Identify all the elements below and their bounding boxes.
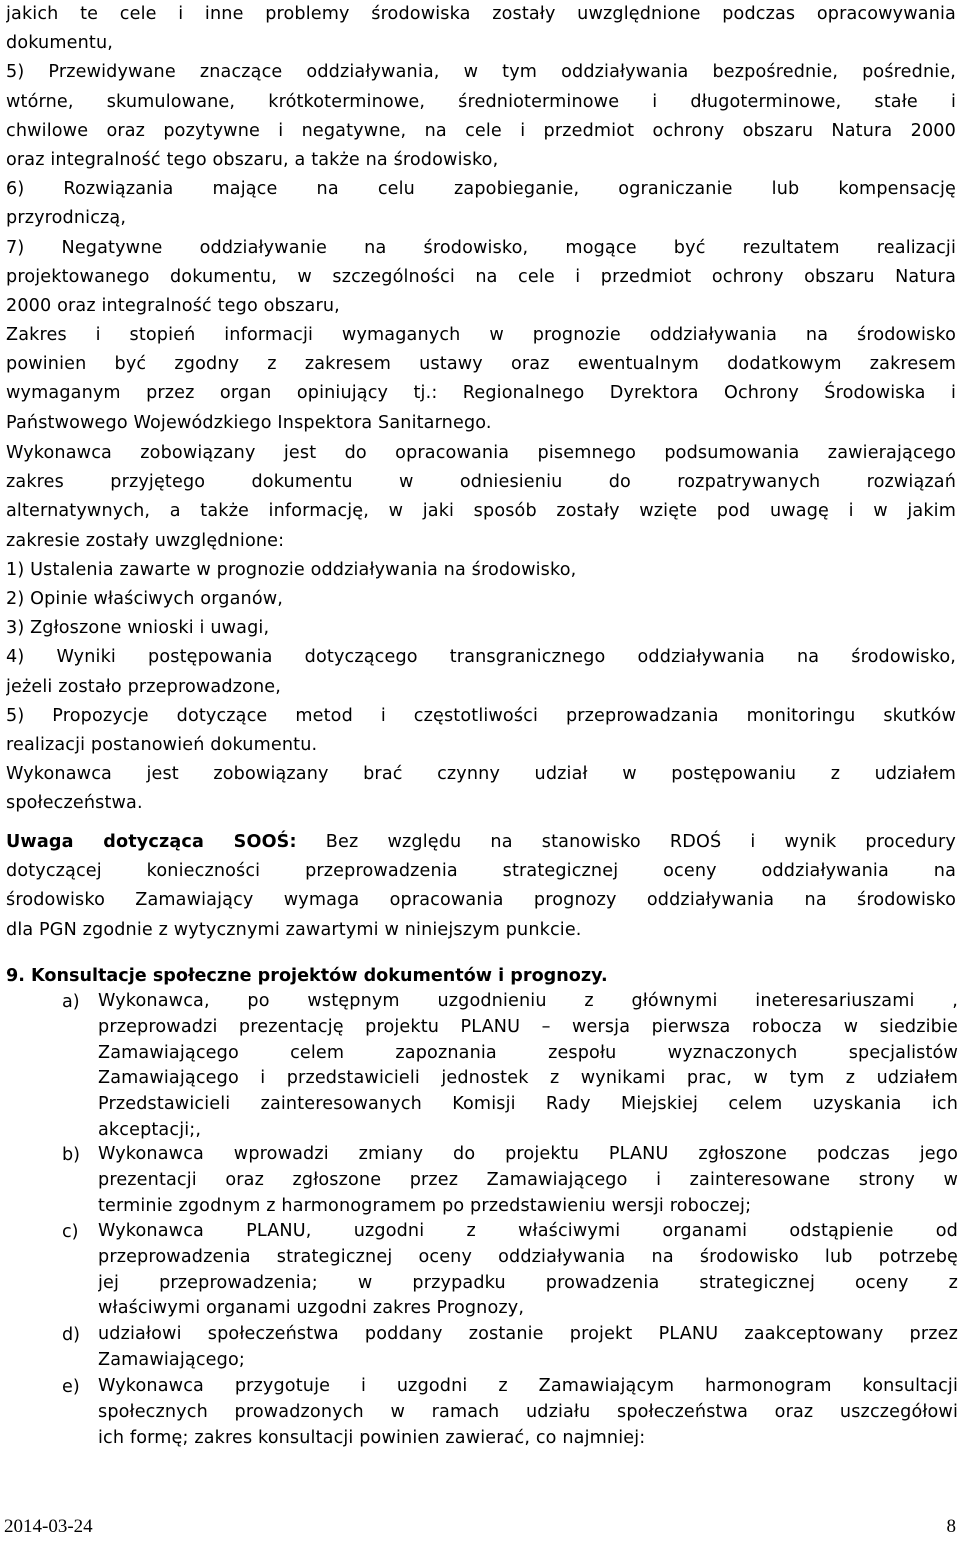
paragraph-summary-obligation xyxy=(6,439,956,818)
text-line: realizacji postanowień dokumentu. xyxy=(6,734,318,755)
page-number: 8 xyxy=(946,1516,956,1537)
text-line: zakres przyjętego dokumentu w odniesieniu do rozpatrywanych rozwiązań xyxy=(6,472,956,493)
text-line: oraz integralność tego obszaru, a także na środowisko, xyxy=(6,149,499,170)
text-line: alternatywnych, a także informację, w jaki sposób zostały wzięte pod uwagę i w jakim xyxy=(6,501,956,522)
text-line: Wykonawca jest zobowiązany brać czynny udział w postępowaniu z udziałem xyxy=(6,764,956,785)
list-item-text xyxy=(98,1142,958,1219)
note-line: dotyczącej konieczności przeprowadzenia strategicznej oceny oddziaływania na xyxy=(6,861,956,882)
section-heading: 9. Konsultacje społeczne projektów dokumentów i prognozy. xyxy=(6,966,608,986)
text-line: projektowanego dokumentu, w szczególności na cele i przedmiot ochrony obszaru Natura xyxy=(6,266,956,287)
text-line: zakresie zostały uwzględnione: xyxy=(6,530,285,551)
text-line: Wykonawca wprowadzi zmiany do projektu PLANU zgłoszone podczas jego xyxy=(98,1144,958,1164)
text-line: udziałowi społeczeństwa poddany zostanie projekt PLANU zaakceptowany przez xyxy=(98,1324,958,1344)
text-line: jakich te cele i inne problemy środowiska zostały uwzględnione podczas opracowywania xyxy=(6,4,956,24)
text-line: terminie zgodnym z harmonogramem po przedstawieniu wersji roboczej; xyxy=(98,1195,752,1216)
text-line: przeprowadzenia strategicznej oceny oddziaływania na środowisko lub potrzebę xyxy=(98,1246,958,1267)
text-line: 2) Opinie właściwych organów, xyxy=(6,588,284,609)
text-line: właściwymi organami uzgodni zakres Prognozy, xyxy=(98,1298,525,1319)
text-line: Zakres i stopień informacji wymaganych w prognozie oddziaływania na środowisko xyxy=(6,325,956,346)
note-line: środowisko Zamawiający wymaga opracowania prognozy oddziaływania na środowisko xyxy=(6,890,956,911)
text-line: 6) Rozwiązania mające na celu zapobieganie, ograniczanie lub kompensację xyxy=(6,179,956,200)
page-footer xyxy=(4,1515,956,1539)
note-first-line xyxy=(6,828,956,857)
list-marker: b) xyxy=(62,1145,81,1165)
list-marker: a) xyxy=(62,992,80,1012)
text-line: Zamawiającego celem zapoznania zespołu wyznaczonych specjalistów xyxy=(98,1042,958,1063)
text-line: przyrodniczą, xyxy=(6,208,127,229)
text-line: 4) Wyniki postępowania dotyczącego transgranicznego oddziaływania na środowisko, xyxy=(6,647,956,668)
text-line: Zamawiającego; xyxy=(98,1349,245,1370)
list-item-text xyxy=(98,1322,958,1374)
text-line: Państwowego Wojewódzkiego Inspektora Sanitarnego. xyxy=(6,412,492,433)
list-item-text xyxy=(98,1219,958,1322)
text-line: prezentacji oraz zgłoszone przez Zamawiającego i zainteresowane strony w xyxy=(98,1169,958,1190)
text-line: Wykonawca, po wstępnym uzgodnieniu z głównymi ineteresariuszami , xyxy=(98,991,958,1011)
text-line: powinien być zgodny z zakresem ustawy oraz ewentualnym dodatkowym zakresem xyxy=(6,354,956,375)
text-line: 7) Negatywne oddziaływanie na środowisko, mogące być rezultatem realizacji xyxy=(6,237,956,258)
list-marker: e) xyxy=(62,1377,80,1397)
footer-date: 2014-03-24 xyxy=(4,1516,93,1537)
note-line: dla PGN zgodnie z wytycznymi zawartymi w niniejszym punkcie. xyxy=(6,919,582,940)
text-line: społecznych prowadzonych w ramach udziału społeczeństwa oraz uszczegółowi xyxy=(98,1401,958,1422)
text-line: 2000 oraz integralność tego obszaru, xyxy=(6,295,340,316)
note-first-text: Bez względu na stanowisko RDOŚ i wynik procedury xyxy=(296,832,956,852)
text-line: społeczeństwa. xyxy=(6,793,143,814)
text-line: dokumentu, xyxy=(6,33,113,54)
text-line: jej przeprowadzenia; w przypadku prowadzenia strategicznej oceny z xyxy=(98,1272,958,1293)
text-line: wymaganym przez organ opiniujący tj.: Regionalnego Dyrektora Ochrony Środowiska i xyxy=(6,383,956,404)
text-line: 5) Propozycje dotyczące metod i częstotliwości przeprowadzania monitoringu skutków xyxy=(6,705,956,726)
paragraph-prognosis-scope xyxy=(6,0,956,438)
text-line: 3) Zgłoszone wnioski i uwagi, xyxy=(6,618,270,639)
text-line: 5) Przewidywane znaczące oddziaływania, w tym oddziaływania bezpośrednie, pośrednie, xyxy=(6,62,956,83)
text-line: 1) Ustalenia zawarte w prognozie oddziaływania na środowisko, xyxy=(6,559,577,580)
list-item-text xyxy=(98,1374,958,1451)
text-line: wtórne, skumulowane, krótkoterminowe, średnioterminowe i długoterminowe, stałe i xyxy=(6,91,956,112)
text-line: Wykonawca zobowiązany jest do opracowania pisemnego podsumowania zawierającego xyxy=(6,443,956,463)
text-line: chwilowe oraz pozytywne i negatywne, na cele i przedmiot ochrony obszaru Natura 2000 xyxy=(6,120,956,141)
text-line: przeprowadzi prezentację projektu PLANU – wersja pierwsza robocza w siedzibie xyxy=(98,1016,958,1037)
text-line: jeżeli zostało przeprowadzone, xyxy=(6,676,281,697)
text-line: Przedstawicieli zainteresowanych Komisji Rady Miejskiej celem uzyskania ich xyxy=(98,1094,958,1115)
text-line: Wykonawca PLANU, uzgodni z właściwymi organami odstąpienie od xyxy=(98,1221,958,1241)
list-marker: d) xyxy=(62,1325,81,1345)
text-line: akceptacji;, xyxy=(98,1119,202,1140)
text-line: Wykonawca przygotuje i uzgodni z Zamawiającym harmonogram konsultacji xyxy=(98,1376,958,1396)
note-label: Uwaga dotycząca SOOŚ: xyxy=(6,832,297,852)
paragraph-sooss-note xyxy=(6,828,956,945)
text-line: ich formę; zakres konsultacji powinien zawierać, co najmniej: xyxy=(98,1427,646,1448)
text-line: Zamawiającego i przedstawicieli jednostek z wynikami prac, w tym z udziałem xyxy=(98,1068,958,1089)
list-marker: c) xyxy=(62,1222,79,1242)
list-item-text xyxy=(98,989,958,1144)
